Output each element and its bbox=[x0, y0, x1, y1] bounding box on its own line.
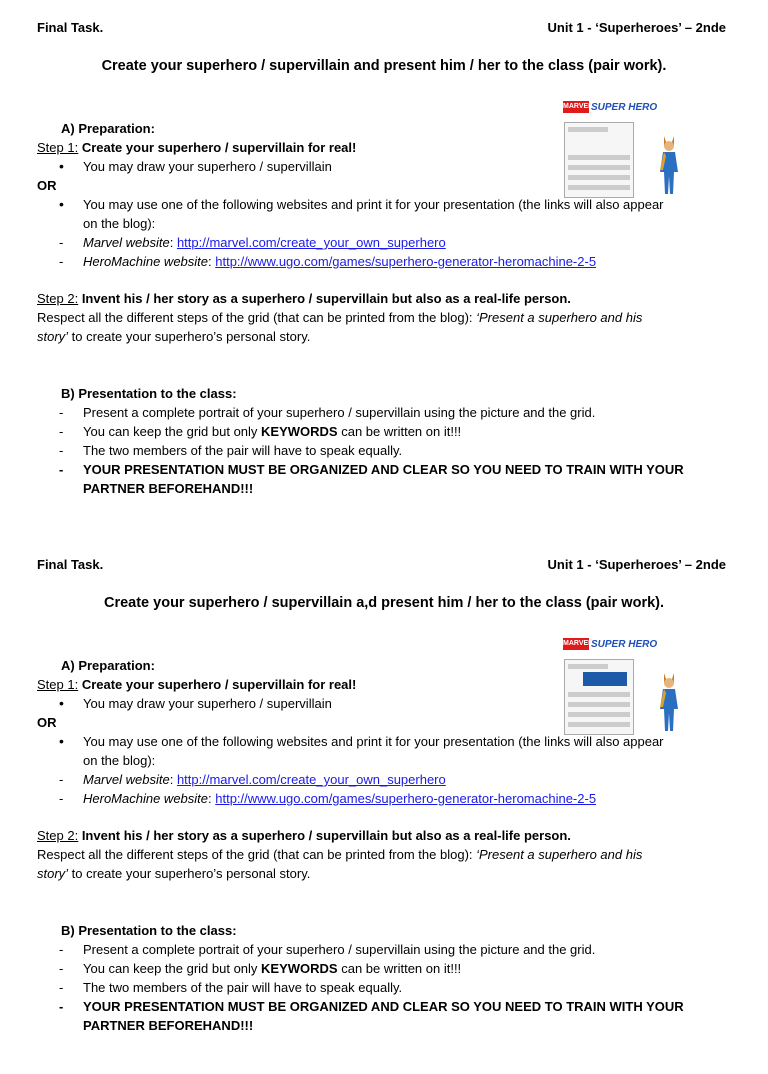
section-a-heading: A) Preparation: bbox=[61, 121, 155, 136]
b-item-organized-cont: PARTNER BEFOREHAND!!! bbox=[83, 481, 254, 496]
marvel-link[interactable]: http://marvel.com/create_your_own_superhero bbox=[176, 772, 446, 787]
marvel-label: Marvel website bbox=[83, 772, 170, 787]
step2-label: Step 2: bbox=[37, 291, 79, 306]
header-left: Final Task. bbox=[37, 20, 104, 35]
step2-label: Step 2: bbox=[37, 828, 79, 843]
header-right: Unit 1 - ‘Superheroes’ – 2nde bbox=[547, 20, 726, 35]
section-b-heading: B) Presentation to the class: bbox=[61, 386, 237, 401]
b-item-speak: - The two members of the pair will have to speak equally. bbox=[37, 978, 737, 997]
step1-label: Step 1: bbox=[37, 677, 79, 692]
or-label: OR bbox=[37, 715, 57, 730]
step1-text: Create your superhero / supervillain for real! bbox=[78, 140, 357, 155]
task-content: A) Preparation: Step 1: Create your superhero / supervillain for real! • You may draw your superhero / supervillain OR • You may use one of the following websites and print it for your presentation (the links will also appear on the blog): - Marvel website: http://marvel.com/create_your_own_superhero - HeroMachine website: http://www.ugo.com/games/superhero-generator-heromachine-2-5 Step 2: Invent his / her story as a superhero / supervillain but also as a real-life person. Respect all the different steps of the grid (that can be printed from the blog): ‘Present a superhero and his story’ to create your superhero’s personal story. B) Presentation to the class: - Present a complete portrait of your superhero / supervillain using the picture and the grid. - You can keep the grid but only KEYWORDS can be written on it!!! - The two members of the pair will have to speak equally. - YOUR PRESENTATION MUST BE ORGANIZED AND CLEAR SO YOU NEED TO TRAIN WITH YOUR PARTNER BEFOREHAND!!! bbox=[37, 119, 737, 498]
task-content: A) Preparation: Step 1: Create your superhero / supervillain for real! • You may draw your superhero / supervillain OR • You may use one of the following websites and print it for your presentation (the links will also appear on the blog): - Marvel website: http://marvel.com/create_your_own_superhero - HeroMachine website: http://www.ugo.com/games/superhero-generator-heromachine-2-5 Step 2: Invent his / her story as a superhero / supervillain but also as a real-life person. Respect all the different steps of the grid (that can be printed from the blog): ‘Present a superhero and his story’ to create your superhero’s personal story. B) Presentation to the class: - Present a complete portrait of your superhero / supervillain using the picture and the grid. - You can keep the grid but only KEYWORDS can be written on it!!! - The two members of the pair will have to speak equally. - YOUR PRESENTATION MUST BE ORGANIZED AND CLEAR SO YOU NEED TO TRAIN WITH YOUR PARTNER BEFOREHAND!!! bbox=[37, 656, 737, 1035]
heromachine-label: HeroMachine website bbox=[83, 254, 209, 269]
step1-label: Step 1: bbox=[37, 140, 79, 155]
bullet-websites-cont: on the blog): bbox=[83, 216, 156, 231]
bullet-draw: • You may draw your superhero / supervillain bbox=[37, 157, 737, 176]
header-left: Final Task. bbox=[37, 557, 104, 572]
bullet-websites: • You may use one of the following websites and print it for your presentation (the links will also appear bbox=[37, 195, 737, 214]
keywords-text: KEYWORDS bbox=[261, 961, 338, 976]
bullet-websites: • You may use one of the following websites and print it for your presentation (the links will also appear bbox=[37, 732, 737, 751]
b-item-organized-cont: PARTNER BEFOREHAND!!! bbox=[83, 1018, 254, 1033]
page-title: Create your superhero / supervillain and present him / her to the class (pair work). bbox=[101, 58, 667, 74]
heromachine-label: HeroMachine website bbox=[83, 791, 209, 806]
b-item-portrait: - Present a complete portrait of your superhero / supervillain using the picture and the grid. bbox=[37, 940, 737, 959]
or-label: OR bbox=[37, 178, 57, 193]
heromachine-link[interactable]: http://www.ugo.com/games/superhero-generator-heromachine-2-5 bbox=[215, 254, 597, 269]
marvel-link[interactable]: http://marvel.com/create_your_own_superhero bbox=[176, 235, 446, 250]
bullet-draw: • You may draw your superhero / supervillain bbox=[37, 694, 737, 713]
heromachine-link[interactable]: http://www.ugo.com/games/superhero-generator-heromachine-2-5 bbox=[215, 791, 597, 806]
step2-text: Invent his / her story as a superhero / supervillain but also as a real-life person. bbox=[78, 828, 571, 843]
section-b-heading: B) Presentation to the class: bbox=[61, 923, 237, 938]
super-hero-label: SUPER HERO bbox=[591, 102, 658, 113]
marvel-logo: MARVEL bbox=[563, 101, 589, 113]
step2-text: Invent his / her story as a superhero / supervillain but also as a real-life person. bbox=[78, 291, 571, 306]
header-right: Unit 1 - ‘Superheroes’ – 2nde bbox=[547, 557, 726, 572]
marvel-label: Marvel website bbox=[83, 235, 170, 250]
page-title: Create your superhero / supervillain a,d present him / her to the class (pair work). bbox=[103, 595, 665, 611]
b-item-organized: - YOUR PRESENTATION MUST BE ORGANIZED AND CLEAR SO YOU NEED TO TRAIN WITH YOUR bbox=[37, 997, 737, 1016]
bullet-websites-cont: on the blog): bbox=[83, 753, 156, 768]
super-hero-label: SUPER HERO bbox=[591, 639, 658, 650]
step1-text: Create your superhero / supervillain for real! bbox=[78, 677, 357, 692]
task-sheet-2 bbox=[0, 537, 768, 1074]
b-item-organized: - YOUR PRESENTATION MUST BE ORGANIZED AND CLEAR SO YOU NEED TO TRAIN WITH YOUR bbox=[37, 460, 737, 479]
b-item-speak: - The two members of the pair will have to speak equally. bbox=[37, 441, 737, 460]
b-item-portrait: - Present a complete portrait of your superhero / supervillain using the picture and the grid. bbox=[37, 403, 737, 422]
keywords-text: KEYWORDS bbox=[261, 424, 338, 439]
marvel-logo: MARVEL bbox=[563, 638, 589, 650]
section-a-heading: A) Preparation: bbox=[61, 658, 155, 673]
